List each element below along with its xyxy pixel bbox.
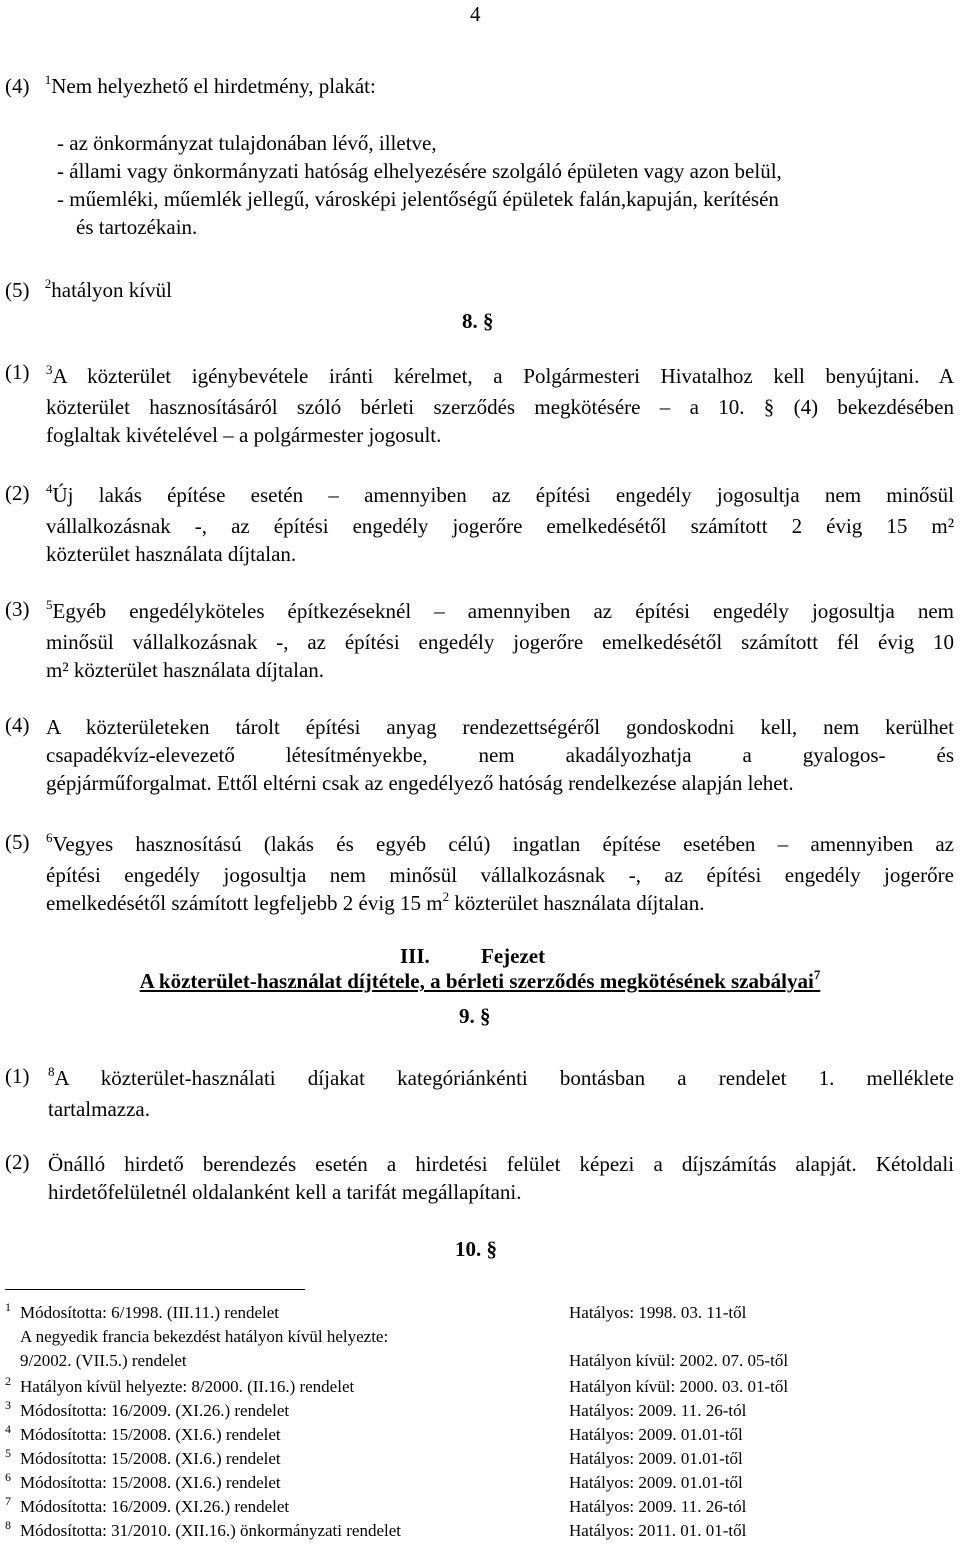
footnote-text: A negyedik francia bekezdést hatályon kívül helyezte: [20, 1327, 389, 1346]
paragraph-number: (5) [5, 278, 30, 302]
footnote-row [5, 1447, 955, 1471]
footnote-number: 6 [5, 1470, 11, 1484]
footnote-text: Módosította: 31/2010. (XII.16.) önkormányzati rendelet [20, 1521, 401, 1540]
footnotes [5, 1301, 955, 1543]
footnote-ref: 1 [44, 72, 52, 87]
footnote-row [5, 1349, 955, 1375]
footnote-effective: Hatályos: 2009. 11. 26-tól [569, 1401, 747, 1420]
footnote-effective: Hatályos: 2009. 11. 26-tól [569, 1497, 747, 1516]
paragraph-text: Nem helyezhető el hirdetmény, plakát: [51, 74, 376, 98]
paragraph-8-3 [46, 597, 954, 684]
paragraph-7-5 [5, 276, 172, 307]
footnote-effective: Hatályos: 2009. 01.01-től [569, 1449, 743, 1468]
paragraph-9-2 [48, 1150, 954, 1206]
list-item: - az önkormányzat tulajdonában lévő, illetve, [57, 131, 437, 155]
footnote-effective: Hatályon kívül: 2002. 07. 05-től [569, 1351, 789, 1370]
paragraph-text: hatályon kívül [51, 278, 172, 302]
paragraph-line: A közterület igénybevétele iránti kérelmet, a Polgármesteri Hivatalhoz kell benyújtani. A [52, 364, 954, 388]
footnote-row [5, 1325, 955, 1349]
footnote-number: 7 [5, 1494, 11, 1508]
paragraph-line: vállalkozásnak -, az építési engedély jogerőre emelkedésétől számított 2 évig 15 m² [46, 514, 954, 538]
paragraph-8-4 [46, 713, 954, 797]
paragraph-line: Önálló hirdető berendezés esetén a hirdetési felület képezi a díjszámítás alapját. Kétoldali [48, 1152, 954, 1176]
paragraph-7-4 [5, 72, 376, 103]
footnote-number: 4 [5, 1422, 11, 1436]
paragraph-number: (2) [5, 1150, 30, 1174]
footnote-ref: 7 [813, 967, 821, 982]
chapter-number: III. [400, 944, 430, 968]
list-item: - állami vagy önkormányzati hatóság elhelyezésére szolgáló épületen vagy azon belül, [57, 159, 782, 183]
footnote-ref: 6 [46, 830, 53, 845]
paragraph-line: emelkedésétől számított legfeljebb 2 évig 15 m [46, 891, 443, 915]
paragraph-number: (3) [5, 597, 30, 621]
footnote-ref: 4 [46, 481, 53, 496]
footnote-number: 2 [5, 1374, 11, 1388]
chapter-subtitle-text: A közterület-használat díjtétele, a bérleti szerződés megkötésének szabályai [139, 969, 814, 993]
footnote-row [5, 1471, 955, 1495]
paragraph-line: A közterület-használati díjakat kategóriánkénti bontásban a rendelet 1. melléklete [54, 1066, 954, 1090]
paragraph-line: Vegyes hasznosítású (lakás és egyéb célú) ingatlan építése esetében – amennyiben az [52, 832, 954, 856]
list-item-continuation: és tartozékain. [76, 215, 198, 239]
footnote-effective: Hatályos: 1998. 03. 11-től [569, 1303, 747, 1322]
footnote-number: 3 [5, 1398, 11, 1412]
section-9-title: 9. § [459, 1004, 491, 1028]
paragraph-line: Új lakás építése esetén – amennyiben az építési engedély jogosultja nem minősül [52, 483, 954, 507]
footnote-separator [5, 1289, 305, 1290]
footnote-ref: 3 [46, 362, 53, 377]
paragraph-8-1 [46, 362, 954, 449]
chapter-subtitle [40, 969, 920, 994]
paragraph-number: (2) [5, 481, 30, 505]
paragraph-line: foglaltak kivételével – a polgármester jogosult. [46, 423, 442, 447]
footnote-number: 1 [5, 1300, 11, 1314]
footnote-row [5, 1495, 955, 1519]
footnote-number: 5 [5, 1446, 11, 1460]
page-number: 4 [470, 2, 481, 26]
paragraph-8-5 [46, 830, 954, 920]
footnote-text: Módosította: 15/2008. (XI.6.) rendelet [20, 1425, 281, 1444]
paragraph-line: közterület használata díjtalan. [46, 542, 297, 566]
footnote-ref: 2 [44, 276, 52, 291]
list-item: - műemléki, műemlék jellegű, városképi jelentőségű épületek falán,kapuján, kerítésén [57, 187, 779, 211]
chapter-title: Fejezet [481, 944, 546, 968]
paragraph-number: (1) [5, 360, 30, 384]
paragraph-line: Egyéb engedélyköteles építkezéseknél – amennyiben az építési engedély jogosultja nem [52, 599, 954, 623]
footnote-text: 9/2002. (VII.5.) rendelet [20, 1351, 187, 1370]
paragraph-9-1 [48, 1064, 954, 1123]
superscript: 2 [442, 889, 450, 904]
paragraph-line: A közterületeken tárolt építési anyag rendezettségéről gondoskodni kell, nem kerülhet [46, 715, 954, 739]
footnote-row [5, 1423, 955, 1447]
paragraph-line: minősül vállalkozásnak -, az építési engedély jogerőre emelkedésétől számított fél évig 10 [46, 630, 954, 654]
paragraph-8-2 [46, 481, 954, 568]
footnote-text: Módosította: 15/2008. (XI.6.) rendelet [20, 1473, 281, 1492]
footnote-effective: Hatályon kívül: 2000. 03. 01-től [569, 1377, 789, 1396]
footnote-text: Módosította: 15/2008. (XI.6.) rendelet [20, 1449, 281, 1468]
paragraph-number: (4) [5, 713, 30, 737]
paragraph-line: m² közterület használata díjtalan. [46, 658, 325, 682]
section-8-title: 8. § [462, 309, 494, 333]
paragraph-line: csapadékvíz-elevezető létesítményekbe, nem akadályozhatja a gyalogos- és [46, 743, 954, 767]
section-10-title: 10. § [455, 1237, 497, 1261]
paragraph-number: (5) [5, 830, 30, 854]
footnote-effective: Hatályos: 2009. 01.01-től [569, 1473, 743, 1492]
footnote-row [5, 1301, 955, 1325]
footnote-text: Módosította: 16/2009. (XI.26.) rendelet [20, 1401, 290, 1420]
footnote-row [5, 1375, 955, 1399]
paragraph-number: (4) [5, 74, 30, 98]
paragraph-line: tartalmazza. [48, 1097, 151, 1121]
footnote-row [5, 1519, 955, 1543]
paragraph-line: gépjárműforgalmat. Ettől eltérni csak az engedélyező hatóság rendelkezése alapján lehet. [46, 771, 794, 795]
paragraph-line: építési engedély jogosultja nem minősül vállalkozásnak -, az építési engedély jogerőre [46, 863, 954, 887]
footnote-text: Módosította: 6/1998. (III.11.) rendelet [20, 1303, 280, 1322]
paragraph-line: közterület hasznosításáról szóló bérleti szerződés megkötésére – a 10. § (4) bekezdésében [46, 395, 954, 419]
footnote-effective: Hatályos: 2011. 01. 01-től [569, 1521, 747, 1540]
footnote-text: Módosította: 16/2009. (XI.26.) rendelet [20, 1497, 290, 1516]
footnote-ref: 8 [48, 1064, 55, 1079]
footnote-row [5, 1399, 955, 1423]
paragraph-line: hirdetőfelületnél oldalanként kell a tarifát megállapítani. [48, 1180, 522, 1204]
footnote-number: 8 [5, 1518, 11, 1532]
paragraph-number: (1) [5, 1064, 30, 1088]
footnote-effective: Hatályos: 2009. 01.01-től [569, 1425, 743, 1444]
paragraph-line: közterület használata díjtalan. [454, 891, 705, 915]
footnote-ref: 5 [46, 597, 53, 612]
footnote-text: Hatályon kívül helyezte: 8/2000. (II.16.) rendelet [20, 1377, 355, 1396]
